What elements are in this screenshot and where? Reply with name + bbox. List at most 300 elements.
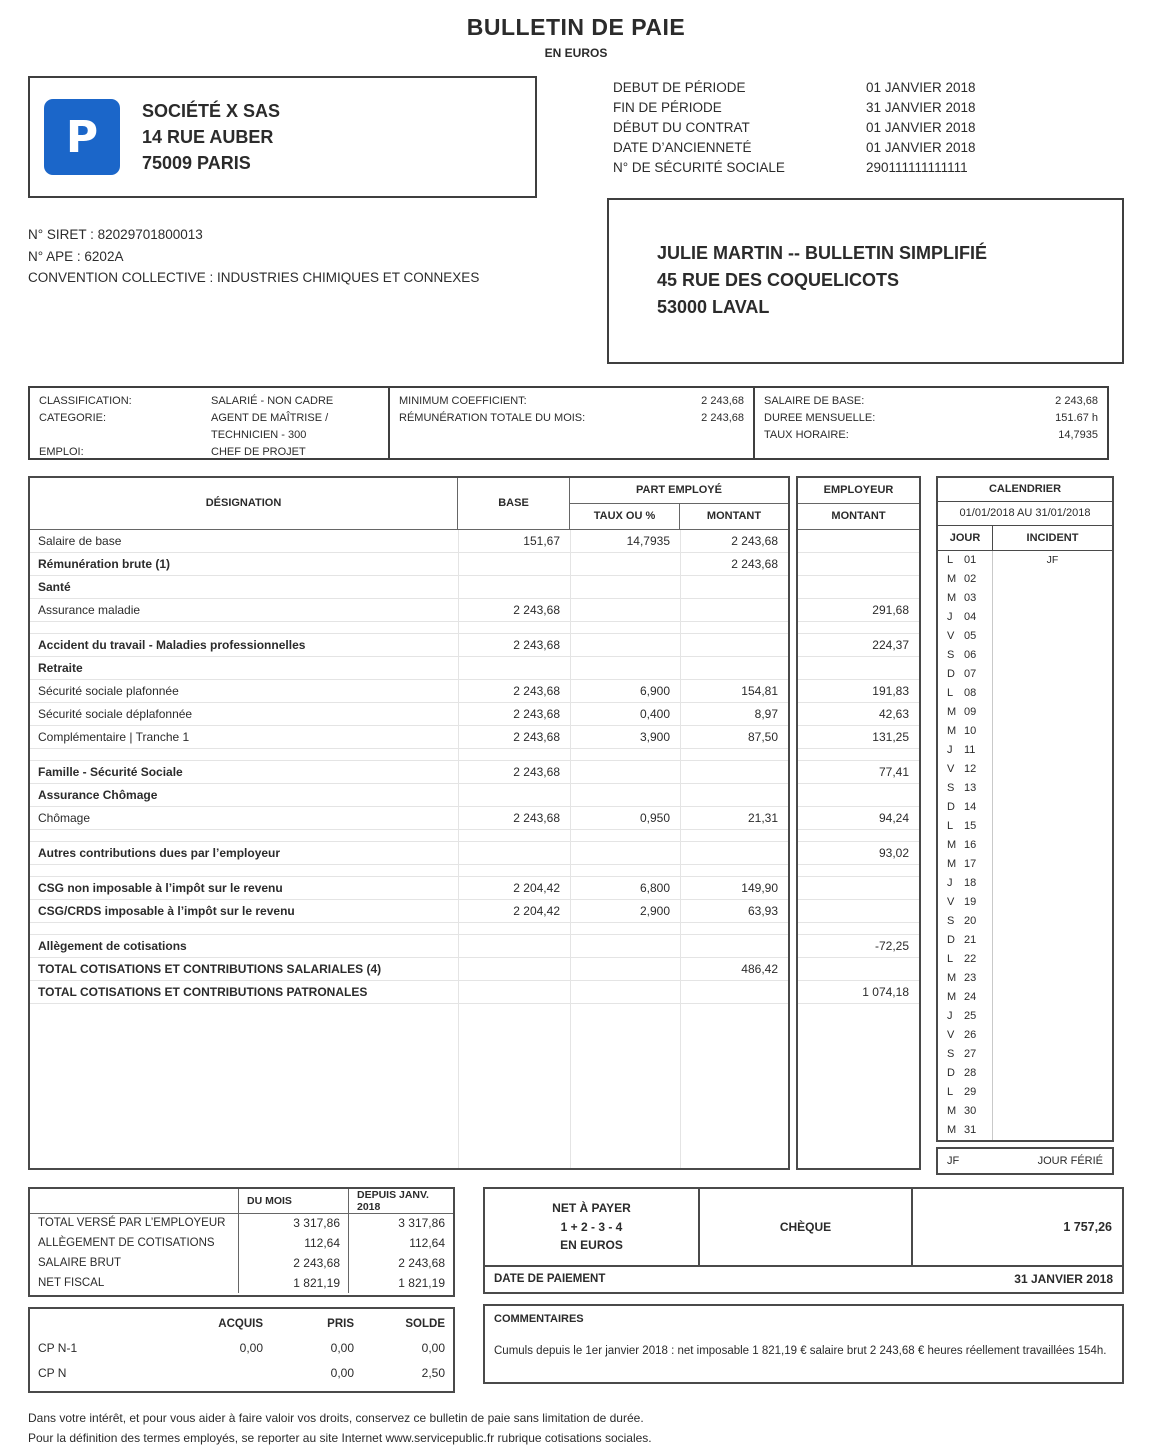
day-incident: JF xyxy=(1046,553,1059,566)
collective-agreement: CONVENTION COLLECTIVE : INDUSTRIES CHIMIQUES ET CONNEXES xyxy=(28,270,480,286)
employer-row xyxy=(798,622,919,634)
comments-box xyxy=(483,1304,1124,1384)
leave-header xyxy=(30,1312,453,1336)
classification-value: TECHNICIEN - 300 xyxy=(211,428,307,441)
day-incident xyxy=(993,1121,1112,1140)
row-label: Autres contributions dues par l’employeur xyxy=(38,845,281,860)
row-rate xyxy=(570,553,680,575)
row-amount: 63,93 xyxy=(680,900,788,922)
day-of-week: M xyxy=(947,858,957,871)
day-of-week: M xyxy=(947,592,957,605)
calendar-day-row xyxy=(938,1121,1112,1140)
footer-line-2: Pour la définition des termes employés, se reporter au site Internet www.servicepublic.fr rubrique cotisations sociales. xyxy=(28,1430,652,1445)
row-base: 2 204,42 xyxy=(458,900,570,922)
table-row xyxy=(30,935,788,958)
day-number: 09 xyxy=(964,706,977,719)
calendar-day-row xyxy=(938,684,1112,703)
day-of-week: M xyxy=(947,839,957,852)
leave-pris: 0,00 xyxy=(330,1341,354,1356)
row-rate xyxy=(570,576,680,598)
classification-box xyxy=(28,386,390,460)
row-rate xyxy=(570,935,680,957)
row-base xyxy=(458,830,570,841)
calendar-day xyxy=(938,570,993,589)
calendar-col-incident: INCIDENT xyxy=(1026,531,1079,544)
day-number: 24 xyxy=(964,991,977,1004)
employer-row xyxy=(798,865,919,877)
period-label: DATE D’ANCIENNETÉ xyxy=(613,139,752,155)
row-label: TOTAL COTISATIONS ET CONTRIBUTIONS PATRONALES xyxy=(38,984,368,999)
row-label: Sécurité sociale plafonnée xyxy=(38,683,179,698)
leave-table xyxy=(28,1307,455,1393)
contributions-section xyxy=(28,476,1124,1175)
row-rate: 0,400 xyxy=(570,703,680,725)
employer-row xyxy=(798,761,919,784)
calendar-header xyxy=(938,526,1112,551)
calendar-day xyxy=(938,1007,993,1026)
leave-acquis: 0,00 xyxy=(239,1341,263,1356)
table-row xyxy=(30,842,788,865)
row-rate: 0,950 xyxy=(570,807,680,829)
day-of-week: M xyxy=(947,573,957,586)
calendar-day xyxy=(938,1083,993,1102)
calendar-day-row xyxy=(938,1102,1112,1121)
employer-row xyxy=(798,900,919,923)
day-number: 15 xyxy=(964,820,977,833)
leave-col-pris: PRIS xyxy=(327,1317,354,1330)
calendar-day xyxy=(938,1121,993,1140)
day-number: 01 xyxy=(964,554,977,567)
day-of-week: S xyxy=(947,915,955,928)
calendar-day xyxy=(938,1102,993,1121)
calendar-legend xyxy=(936,1147,1114,1175)
company-name: SOCIÉTÉ X SAS xyxy=(142,100,281,121)
coefficient-label: MINIMUM COEFFICIENT: xyxy=(399,394,527,407)
day-incident xyxy=(993,1007,1112,1026)
calendar-day xyxy=(938,950,993,969)
totals-table xyxy=(28,1187,455,1297)
classification-value: CHEF DE PROJET xyxy=(211,445,306,458)
calendar-day xyxy=(938,836,993,855)
day-of-week: J xyxy=(947,1010,953,1023)
page-title: BULLETIN DE PAIE xyxy=(466,14,686,40)
leave-empty-cell xyxy=(30,1312,180,1336)
day-incident xyxy=(993,836,1112,855)
classification-band xyxy=(28,386,1124,460)
day-incident xyxy=(993,1064,1112,1083)
classification-row xyxy=(39,393,379,410)
leave-solde: 0,00 xyxy=(421,1341,445,1356)
classification-label: CATEGORIE: xyxy=(39,411,107,424)
day-number: 19 xyxy=(964,896,977,909)
day-incident xyxy=(993,817,1112,836)
row-rate xyxy=(570,842,680,864)
day-incident xyxy=(993,855,1112,874)
legal-footer xyxy=(28,1409,1124,1449)
calendar-day xyxy=(938,1026,993,1045)
row-label xyxy=(30,923,458,934)
row-amount: 154,81 xyxy=(680,680,788,702)
calendar-day xyxy=(938,589,993,608)
row-amount: 486,42 xyxy=(680,958,788,980)
day-of-week: M xyxy=(947,1105,957,1118)
leave-pris: 0,00 xyxy=(330,1366,354,1381)
period-row xyxy=(613,98,1124,118)
employer-row xyxy=(798,634,919,657)
row-rate: 14,7935 xyxy=(570,530,680,552)
calendar-day-row xyxy=(938,741,1112,760)
coefficient-value: 2 243,68 xyxy=(701,394,744,407)
table-row xyxy=(30,680,788,703)
totals-col-ytd: DEPUIS JANV. 2018 xyxy=(348,1189,453,1214)
table-row xyxy=(30,599,788,622)
employer-row xyxy=(798,830,919,842)
salary-base-label: SALAIRE DE BASE: xyxy=(764,394,865,407)
totals-label: TOTAL VERSÉ PAR L’EMPLOYEUR xyxy=(38,1216,226,1229)
calendar-day xyxy=(938,969,993,988)
net-pay-title: NET À PAYER 1 + 2 - 3 - 4 EN EUROS xyxy=(485,1189,700,1265)
table-row xyxy=(30,865,788,877)
calendar-day-row xyxy=(938,570,1112,589)
totals-label: SALAIRE BRUT xyxy=(38,1256,122,1269)
payment-date-label: DATE DE PAIEMENT xyxy=(494,1273,606,1286)
row-amount: 8,97 xyxy=(680,703,788,725)
row-amount xyxy=(680,761,788,783)
day-number: 05 xyxy=(964,630,977,643)
table-empty-area xyxy=(30,1004,788,1168)
day-incident xyxy=(993,1083,1112,1102)
employer-amount: 291,68 xyxy=(872,602,909,617)
row-amount xyxy=(680,923,788,934)
salary-base-value: 151.67 h xyxy=(1055,411,1098,424)
day-of-week: J xyxy=(947,877,953,890)
calendar-col-day: JOUR xyxy=(938,526,993,550)
calendar-day-row xyxy=(938,874,1112,893)
row-rate xyxy=(570,981,680,1003)
row-label: Rémunération brute (1) xyxy=(38,556,171,571)
row-amount xyxy=(680,784,788,806)
row-base xyxy=(458,935,570,957)
period-value: 290111111111111 xyxy=(866,159,968,175)
classification-row xyxy=(39,427,379,444)
row-rate: 6,800 xyxy=(570,877,680,899)
comments-text: Cumuls depuis le 1er janvier 2018 : net imposable 1 821,19 € salaire brut 2 243,68 € heures réellement travaillées 154h. xyxy=(494,1344,1107,1357)
totals-month-value: 112,64 xyxy=(238,1233,348,1253)
row-amount xyxy=(680,830,788,841)
calendar-day-row xyxy=(938,817,1112,836)
contributions-table-body xyxy=(30,530,788,1004)
table-row xyxy=(30,761,788,784)
row-rate: 2,900 xyxy=(570,900,680,922)
day-incident xyxy=(993,608,1112,627)
day-of-week: D xyxy=(947,934,955,947)
day-of-week: D xyxy=(947,668,955,681)
table-row xyxy=(30,553,788,576)
employer-row xyxy=(798,935,919,958)
day-number: 25 xyxy=(964,1010,977,1023)
calendar-day-row xyxy=(938,1007,1112,1026)
employer-row xyxy=(798,807,919,830)
period-value: 31 JANVIER 2018 xyxy=(866,99,976,115)
calendar-day xyxy=(938,912,993,931)
period-value: 01 JANVIER 2018 xyxy=(866,80,976,95)
employer-row xyxy=(798,981,919,1004)
table-row xyxy=(30,900,788,923)
row-label: TOTAL COTISATIONS ET CONTRIBUTIONS SALARIALES (4) xyxy=(38,961,382,976)
totals-row xyxy=(30,1253,453,1273)
totals-body xyxy=(30,1213,453,1293)
page-subtitle: EN EUROS xyxy=(544,46,608,60)
calendar-day-row xyxy=(938,589,1112,608)
classification-value: AGENT DE MAÎTRISE / xyxy=(211,411,329,424)
day-number: 11 xyxy=(964,744,976,757)
totals-month-value: 1 821,19 xyxy=(238,1273,348,1293)
calendar-day-row xyxy=(938,950,1112,969)
day-number: 22 xyxy=(964,953,977,966)
row-label xyxy=(30,830,458,841)
period-info xyxy=(607,76,1124,178)
row-label: Accident du travail - Maladies professionnelles xyxy=(38,637,306,652)
day-number: 08 xyxy=(964,687,977,700)
calendar-day-row xyxy=(938,836,1112,855)
totals-row xyxy=(30,1213,453,1233)
row-label: CSG/CRDS imposable à l’impôt sur le revenu xyxy=(38,903,295,918)
row-rate: 3,900 xyxy=(570,726,680,748)
row-rate xyxy=(570,634,680,656)
row-base: 151,67 xyxy=(458,530,570,552)
day-of-week: S xyxy=(947,1048,955,1061)
day-number: 02 xyxy=(964,573,977,586)
calendar-day-row xyxy=(938,912,1112,931)
day-incident xyxy=(993,874,1112,893)
row-label xyxy=(30,622,458,633)
calendar-day-row xyxy=(938,931,1112,950)
col-part-employe: PART EMPLOYÉ xyxy=(570,478,788,504)
day-number: 03 xyxy=(964,592,977,605)
totals-month-value: 2 243,68 xyxy=(238,1253,348,1273)
day-number: 14 xyxy=(964,801,977,814)
day-of-week: V xyxy=(947,763,955,776)
row-rate xyxy=(570,830,680,841)
calendar-day xyxy=(938,741,993,760)
row-amount: 2 243,68 xyxy=(680,553,788,575)
row-label: Famille - Sécurité Sociale xyxy=(38,764,183,779)
row-rate xyxy=(570,599,680,621)
totals-header xyxy=(30,1189,453,1213)
calendar-day-row xyxy=(938,665,1112,684)
row-amount xyxy=(680,622,788,633)
row-base xyxy=(458,923,570,934)
day-incident xyxy=(993,570,1112,589)
calendar-day-row xyxy=(938,1083,1112,1102)
day-of-week: S xyxy=(947,782,955,795)
period-label: N° DE SÉCURITÉ SOCIALE xyxy=(613,159,785,175)
coefficient-row xyxy=(399,410,744,427)
leave-row xyxy=(30,1336,453,1361)
employer-row xyxy=(798,657,919,680)
day-number: 18 xyxy=(964,877,977,890)
day-of-week: M xyxy=(947,972,957,985)
calendar-day-row xyxy=(938,855,1112,874)
day-incident xyxy=(993,912,1112,931)
calendar-day xyxy=(938,893,993,912)
siret-number: N° SIRET : 82029701800013 xyxy=(28,227,203,242)
row-label: Sécurité sociale déplafonnée xyxy=(38,706,193,721)
row-base: 2 243,68 xyxy=(458,703,570,725)
salary-base-label: TAUX HORAIRE: xyxy=(764,428,849,441)
row-base xyxy=(458,657,570,679)
day-number: 17 xyxy=(964,858,977,871)
day-number: 30 xyxy=(964,1105,977,1118)
period-value: 01 JANVIER 2018 xyxy=(866,139,976,155)
day-of-week: L xyxy=(947,687,954,700)
row-base: 2 243,68 xyxy=(458,807,570,829)
row-label: Chômage xyxy=(38,810,91,825)
day-number: 04 xyxy=(964,611,977,624)
col-taux: TAUX OU % xyxy=(570,504,680,530)
period-label: DEBUT DE PÉRIODE xyxy=(613,80,746,95)
period-label: FIN DE PÉRIODE xyxy=(613,99,722,115)
day-incident xyxy=(993,646,1112,665)
day-of-week: D xyxy=(947,801,955,814)
period-row xyxy=(613,138,1124,158)
leave-solde: 2,50 xyxy=(421,1366,445,1381)
row-amount xyxy=(680,634,788,656)
totals-ytd-value: 112,64 xyxy=(348,1233,453,1253)
calendar-day-row xyxy=(938,703,1112,722)
day-number: 26 xyxy=(964,1029,977,1042)
row-amount xyxy=(680,599,788,621)
table-row xyxy=(30,657,788,680)
row-label: Allègement de cotisations xyxy=(38,938,187,953)
employee-box xyxy=(607,198,1124,364)
period-row xyxy=(613,158,1124,178)
classification-label xyxy=(39,427,211,444)
calendar-day-row xyxy=(938,760,1112,779)
row-base xyxy=(458,981,570,1003)
employer-amount: 131,25 xyxy=(872,729,909,744)
salary-base-row xyxy=(764,427,1098,444)
coefficient-row xyxy=(399,393,744,410)
calendar-day xyxy=(938,646,993,665)
row-amount xyxy=(680,981,788,1003)
table-row xyxy=(30,749,788,761)
totals-month-value: 3 317,86 xyxy=(238,1213,348,1233)
row-rate xyxy=(570,761,680,783)
calendar-day-row xyxy=(938,1026,1112,1045)
comments-title: COMMENTAIRES xyxy=(494,1312,584,1325)
classification-label: CLASSIFICATION: xyxy=(39,394,132,407)
company-box xyxy=(28,76,537,198)
summary-section xyxy=(28,1187,1124,1393)
row-base xyxy=(458,842,570,864)
salary-base-value: 2 243,68 xyxy=(1055,394,1098,407)
day-incident xyxy=(993,703,1112,722)
calendar-day xyxy=(938,627,993,646)
day-number: 07 xyxy=(964,668,977,681)
employer-amount: 77,41 xyxy=(878,764,909,779)
totals-label: NET FISCAL xyxy=(38,1276,105,1289)
totals-label: ALLÈGEMENT DE COTISATIONS xyxy=(38,1236,215,1249)
payment-date-row xyxy=(485,1265,1122,1292)
row-label xyxy=(30,749,458,760)
row-base: 2 243,68 xyxy=(458,761,570,783)
row-amount xyxy=(680,576,788,598)
calendar-range: 01/01/2018 AU 31/01/2018 xyxy=(938,502,1112,526)
row-rate xyxy=(570,958,680,980)
row-amount xyxy=(680,865,788,876)
classification-row xyxy=(39,444,379,461)
row-label: Salaire de base xyxy=(38,533,122,548)
table-row xyxy=(30,981,788,1004)
day-incident xyxy=(993,1102,1112,1121)
contributions-table-header xyxy=(30,478,788,530)
table-row xyxy=(30,830,788,842)
footer-line-1: Dans votre intérêt, et pour vous aider à faire valoir vos droits, conservez ce bulletin de paie sans limitation de durée. xyxy=(28,1410,644,1425)
day-number: 31 xyxy=(964,1124,977,1137)
employer-row xyxy=(798,703,919,726)
row-rate xyxy=(570,784,680,806)
period-row xyxy=(613,78,1124,98)
period-row xyxy=(613,118,1124,138)
employee-name: JULIE MARTIN -- BULLETIN SIMPLIFIÉ xyxy=(657,242,987,263)
employer-amount: 191,83 xyxy=(872,683,909,698)
contributions-table xyxy=(28,476,790,1170)
day-of-week: V xyxy=(947,896,955,909)
day-incident xyxy=(993,988,1112,1007)
day-incident xyxy=(993,931,1112,950)
leave-label: CP N xyxy=(38,1366,67,1381)
salary-base-value: 14,7935 xyxy=(1058,428,1098,441)
row-label: Retraite xyxy=(38,660,83,675)
day-incident xyxy=(993,1026,1112,1045)
day-incident xyxy=(993,665,1112,684)
leave-col-acquis: ACQUIS xyxy=(218,1317,263,1330)
col-designation: DÉSIGNATION xyxy=(30,478,458,530)
classification-label: EMPLOI: xyxy=(39,445,84,458)
calendar-day xyxy=(938,931,993,950)
row-amount xyxy=(680,935,788,957)
day-incident xyxy=(993,893,1112,912)
row-label: CSG non imposable à l’impôt sur le revenu xyxy=(38,880,283,895)
legend-code: JF xyxy=(947,1154,960,1167)
employee-street: 45 RUE DES COQUELICOTS xyxy=(657,269,900,290)
day-of-week: V xyxy=(947,630,955,643)
salary-base-box xyxy=(753,386,1109,460)
employer-row xyxy=(798,749,919,761)
row-base xyxy=(458,553,570,575)
calendar-day xyxy=(938,1045,993,1064)
row-rate: 6,900 xyxy=(570,680,680,702)
row-label: Assurance maladie xyxy=(38,602,141,617)
totals-row xyxy=(30,1273,453,1293)
row-rate xyxy=(570,923,680,934)
calendar-day xyxy=(938,684,993,703)
day-incident xyxy=(993,798,1112,817)
calendar-day xyxy=(938,722,993,741)
day-incident xyxy=(993,589,1112,608)
calendar-day xyxy=(938,779,993,798)
calendar-column xyxy=(936,476,1114,1175)
day-of-week: D xyxy=(947,1067,955,1080)
col-employeur: EMPLOYEUR xyxy=(798,478,919,504)
row-base xyxy=(458,865,570,876)
ape-number: N° APE : 6202A xyxy=(28,248,124,264)
day-number: 13 xyxy=(964,782,977,795)
day-of-week: L xyxy=(947,820,954,833)
day-of-week: L xyxy=(947,953,954,966)
employer-row xyxy=(798,553,919,576)
